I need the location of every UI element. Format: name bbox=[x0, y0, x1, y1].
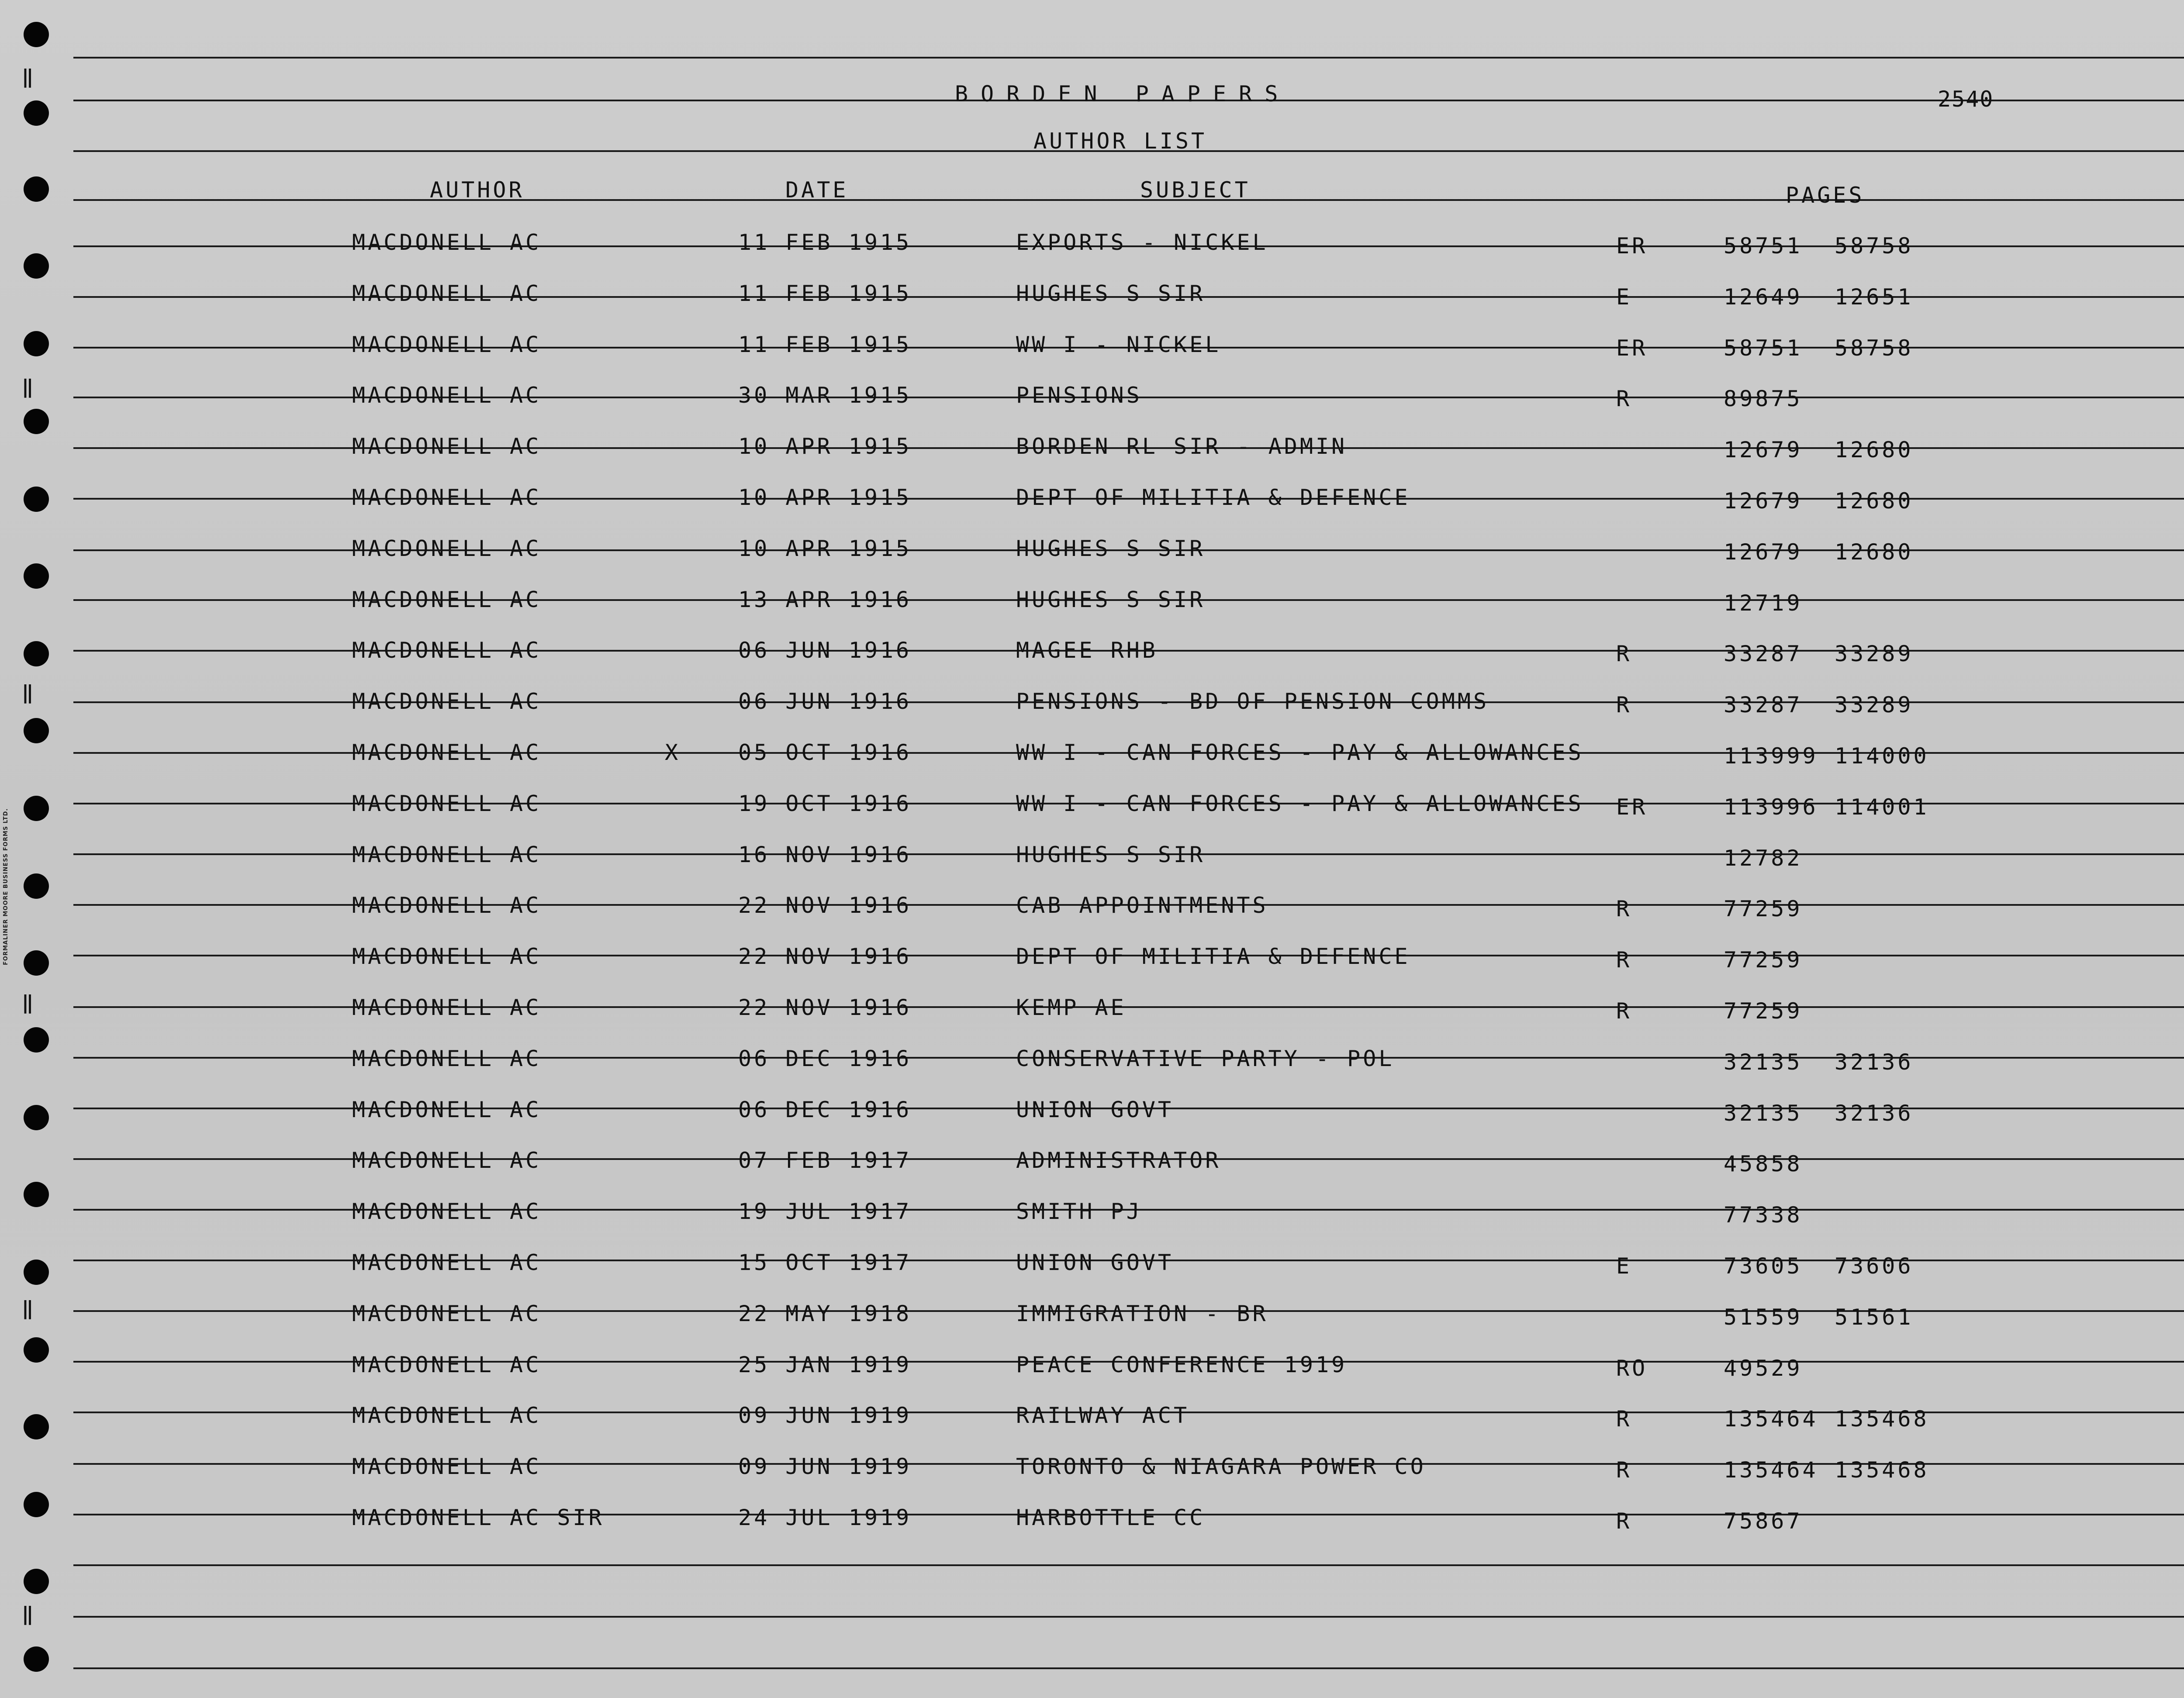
entry-code: E bbox=[1616, 284, 1632, 310]
entry-author: MACDONELL AC bbox=[352, 638, 542, 663]
entry-subject: WW I - CAN FORCES - PAY & ALLOWANCES bbox=[1016, 791, 1584, 816]
perforation-mark: ‖ bbox=[22, 991, 31, 1014]
form-maker-imprint: FORMALINER MOORE BUSINESS FORMS LTD. bbox=[3, 808, 9, 965]
page-number: 2540 bbox=[1938, 86, 1994, 112]
entry-date: 10 APR 1915 bbox=[738, 434, 912, 459]
entry-page-end: 12680 bbox=[1835, 539, 1914, 565]
entry-page-start: 12679 bbox=[1724, 437, 1803, 462]
entry-subject: IMMIGRATION - BR bbox=[1016, 1301, 1268, 1326]
entry-author: MACDONELL AC bbox=[352, 1046, 542, 1071]
table-row bbox=[0, 742, 2184, 768]
entry-page-start: 73605 bbox=[1724, 1253, 1803, 1279]
document-title: BORDEN PAPERS bbox=[955, 81, 1291, 107]
entry-subject: SMITH PJ bbox=[1016, 1199, 1142, 1224]
entry-code: R bbox=[1616, 1508, 1632, 1534]
ruled-line bbox=[73, 57, 2184, 59]
table-row bbox=[0, 589, 2184, 615]
entry-date: 30 MAR 1915 bbox=[738, 383, 912, 408]
entry-subject: WW I - CAN FORCES - PAY & ALLOWANCES bbox=[1016, 740, 1584, 765]
column-header-author: AUTHOR bbox=[430, 177, 525, 203]
entry-author: MACDONELL AC bbox=[352, 1454, 542, 1479]
table-row bbox=[0, 1456, 2184, 1482]
entry-author: MACDONELL AC bbox=[352, 944, 542, 969]
ruled-line bbox=[73, 1564, 2184, 1566]
entry-page-start: 77259 bbox=[1724, 998, 1803, 1024]
entry-subject: DEPT OF MILITIA & DEFENCE bbox=[1016, 485, 1410, 510]
entry-date: 06 JUN 1916 bbox=[738, 638, 912, 663]
table-row bbox=[0, 997, 2184, 1023]
table-row bbox=[0, 231, 2184, 258]
entry-page-end: 12651 bbox=[1835, 284, 1914, 310]
feed-hole bbox=[24, 176, 49, 202]
entry-author: MACDONELL AC SIR bbox=[352, 1505, 605, 1530]
table-row bbox=[0, 1252, 2184, 1278]
entry-subject: HUGHES S SIR bbox=[1016, 587, 1206, 612]
entry-page-end: 33289 bbox=[1835, 641, 1914, 666]
entry-page-end: 73606 bbox=[1835, 1253, 1914, 1279]
column-header-subject: SUBJECT bbox=[1140, 177, 1251, 203]
entry-code: R bbox=[1616, 998, 1632, 1024]
entry-date: 19 OCT 1916 bbox=[738, 791, 912, 816]
entry-subject: UNION GOVT bbox=[1016, 1097, 1174, 1122]
entry-author: MACDONELL AC bbox=[352, 842, 542, 867]
entry-subject: HUGHES S SIR bbox=[1016, 842, 1206, 867]
entry-subject: KEMP AE bbox=[1016, 995, 1127, 1020]
table-row bbox=[0, 334, 2184, 360]
entry-subject: CAB APPOINTMENTS bbox=[1016, 893, 1268, 918]
entry-page-start: 12679 bbox=[1724, 539, 1803, 565]
entry-code: ER bbox=[1616, 335, 1648, 361]
entry-page-start: 32135 bbox=[1724, 1101, 1803, 1126]
entry-code: R bbox=[1616, 947, 1632, 973]
table-row bbox=[0, 384, 2184, 411]
entry-flag: X bbox=[665, 740, 681, 765]
entry-author: MACDONELL AC bbox=[352, 1352, 542, 1377]
entry-date: 22 MAY 1918 bbox=[738, 1301, 912, 1326]
document-subtitle: AUTHOR LIST bbox=[1033, 128, 1207, 154]
entry-author: MACDONELL AC bbox=[352, 995, 542, 1020]
entry-subject: HUGHES S SIR bbox=[1016, 281, 1206, 306]
entry-subject: CONSERVATIVE PARTY - POL bbox=[1016, 1046, 1395, 1071]
entry-page-start: 49529 bbox=[1724, 1356, 1803, 1381]
feed-hole bbox=[24, 409, 49, 434]
entry-page-start: 12649 bbox=[1724, 284, 1803, 310]
entry-page-end: 12680 bbox=[1835, 437, 1914, 462]
entry-author: MACDONELL AC bbox=[352, 1097, 542, 1122]
ruled-line bbox=[73, 1667, 2184, 1669]
table-row bbox=[0, 1201, 2184, 1227]
entry-date: 11 FEB 1915 bbox=[738, 281, 912, 306]
entry-page-start: 113996 bbox=[1724, 794, 1818, 820]
entry-page-start: 58751 bbox=[1724, 335, 1803, 361]
ruled-line bbox=[73, 1616, 2184, 1618]
table-row bbox=[0, 1048, 2184, 1074]
feed-hole bbox=[24, 1646, 49, 1672]
entry-subject: PENSIONS - BD OF PENSION COMMS bbox=[1016, 689, 1489, 714]
entry-page-end: 114001 bbox=[1835, 794, 1929, 820]
entry-code: R bbox=[1616, 896, 1632, 921]
feed-hole bbox=[24, 1569, 49, 1594]
entry-author: MACDONELL AC bbox=[352, 536, 542, 561]
entry-author: MACDONELL AC bbox=[352, 383, 542, 408]
entry-subject: DEPT OF MILITIA & DEFENCE bbox=[1016, 944, 1410, 969]
entry-subject: EXPORTS - NICKEL bbox=[1016, 230, 1268, 255]
entry-date: 15 OCT 1917 bbox=[738, 1250, 912, 1275]
entry-page-start: 135464 bbox=[1724, 1457, 1818, 1483]
entry-date: 06 DEC 1916 bbox=[738, 1046, 912, 1071]
entry-author: MACDONELL AC bbox=[352, 1148, 542, 1173]
entry-subject: HUGHES S SIR bbox=[1016, 536, 1206, 561]
entry-author: MACDONELL AC bbox=[352, 689, 542, 714]
entry-code: RO bbox=[1616, 1356, 1648, 1381]
entry-date: 06 DEC 1916 bbox=[738, 1097, 912, 1122]
entry-author: MACDONELL AC bbox=[352, 893, 542, 918]
entry-subject: ADMINISTRATOR bbox=[1016, 1148, 1221, 1173]
entry-date: 24 JUL 1919 bbox=[738, 1505, 912, 1530]
entry-author: MACDONELL AC bbox=[352, 281, 542, 306]
table-row bbox=[0, 1149, 2184, 1176]
entry-date: 07 FEB 1917 bbox=[738, 1148, 912, 1173]
entry-page-start: 33287 bbox=[1724, 692, 1803, 718]
perforation-mark: ‖ bbox=[22, 681, 31, 704]
table-row bbox=[0, 946, 2184, 972]
entry-date: 13 APR 1916 bbox=[738, 587, 912, 612]
entry-date: 10 APR 1915 bbox=[738, 536, 912, 561]
entry-code: ER bbox=[1616, 233, 1648, 259]
entry-page-end: 51561 bbox=[1835, 1305, 1914, 1330]
entry-code: R bbox=[1616, 692, 1632, 718]
entry-subject: HARBOTTLE CC bbox=[1016, 1505, 1206, 1530]
entry-page-end: 135468 bbox=[1835, 1457, 1929, 1483]
table-row bbox=[0, 1507, 2184, 1533]
entry-date: 09 JUN 1919 bbox=[738, 1454, 912, 1479]
entry-author: MACDONELL AC bbox=[352, 230, 542, 255]
column-header-pages: PAGES bbox=[1786, 183, 1865, 208]
perforation-mark: ‖ bbox=[22, 1297, 31, 1319]
entry-page-end: 114000 bbox=[1835, 743, 1929, 769]
entry-author: MACDONELL AC bbox=[352, 1301, 542, 1326]
entry-code: E bbox=[1616, 1253, 1632, 1279]
entry-date: 09 JUN 1919 bbox=[738, 1403, 912, 1428]
entry-page-start: 113999 bbox=[1724, 743, 1818, 769]
entry-subject: MAGEE RHB bbox=[1016, 638, 1158, 663]
entry-author: MACDONELL AC bbox=[352, 332, 542, 357]
entry-date: 25 JAN 1919 bbox=[738, 1352, 912, 1377]
entry-page-start: 32135 bbox=[1724, 1049, 1803, 1075]
table-row bbox=[0, 538, 2184, 564]
entry-code: ER bbox=[1616, 794, 1648, 820]
entry-subject: PENSIONS bbox=[1016, 383, 1142, 408]
entry-author: MACDONELL AC bbox=[352, 740, 542, 765]
perforation-mark: ‖ bbox=[22, 66, 31, 88]
entry-date: 22 NOV 1916 bbox=[738, 893, 912, 918]
entry-date: 05 OCT 1916 bbox=[738, 740, 912, 765]
entry-page-end: 33289 bbox=[1835, 692, 1914, 718]
entry-code: R bbox=[1616, 1406, 1632, 1432]
ruled-line bbox=[73, 199, 2184, 201]
entry-page-start: 135464 bbox=[1724, 1406, 1818, 1432]
entry-date: 19 JUL 1917 bbox=[738, 1199, 912, 1224]
entry-page-start: 12782 bbox=[1724, 846, 1803, 871]
column-header-date: DATE bbox=[785, 177, 849, 203]
table-row bbox=[0, 690, 2184, 717]
entry-page-end: 135468 bbox=[1835, 1406, 1929, 1432]
entry-page-start: 51559 bbox=[1724, 1305, 1803, 1330]
entry-page-start: 33287 bbox=[1724, 641, 1803, 666]
table-row bbox=[0, 487, 2184, 513]
feed-hole bbox=[24, 100, 49, 126]
entry-subject: WW I - NICKEL bbox=[1016, 332, 1221, 357]
table-row bbox=[0, 1405, 2184, 1431]
table-row bbox=[0, 1354, 2184, 1380]
table-row bbox=[0, 639, 2184, 666]
perforation-mark: ‖ bbox=[22, 376, 31, 398]
entry-code: R bbox=[1616, 641, 1632, 666]
entry-page-start: 45858 bbox=[1724, 1151, 1803, 1177]
entry-date: 06 JUN 1916 bbox=[738, 689, 912, 714]
entry-subject: TORONTO & NIAGARA POWER CO bbox=[1016, 1454, 1426, 1479]
entry-subject: BORDEN RL SIR - ADMIN bbox=[1016, 434, 1348, 459]
feed-hole bbox=[24, 563, 49, 589]
entry-page-start: 89875 bbox=[1724, 386, 1803, 411]
entry-page-end: 32136 bbox=[1835, 1101, 1914, 1126]
entry-page-start: 77259 bbox=[1724, 896, 1803, 921]
entry-page-end: 32136 bbox=[1835, 1049, 1914, 1075]
entry-page-start: 75867 bbox=[1724, 1508, 1803, 1534]
entry-code: R bbox=[1616, 386, 1632, 411]
entry-date: 22 NOV 1916 bbox=[738, 944, 912, 969]
entry-subject: RAILWAY ACT bbox=[1016, 1403, 1190, 1428]
entry-date: 10 APR 1915 bbox=[738, 485, 912, 510]
entry-date: 11 FEB 1915 bbox=[738, 332, 912, 357]
table-row bbox=[0, 1303, 2184, 1329]
table-row bbox=[0, 435, 2184, 462]
entry-author: MACDONELL AC bbox=[352, 485, 542, 510]
perforation-mark: ‖ bbox=[22, 1603, 31, 1625]
entry-page-end: 58758 bbox=[1835, 335, 1914, 361]
entry-page-end: 12680 bbox=[1835, 488, 1914, 514]
entry-page-start: 12679 bbox=[1724, 488, 1803, 514]
table-row bbox=[0, 1099, 2184, 1125]
entry-author: MACDONELL AC bbox=[352, 791, 542, 816]
feed-hole bbox=[24, 22, 49, 47]
entry-page-start: 58751 bbox=[1724, 233, 1803, 259]
table-row bbox=[0, 894, 2184, 921]
entry-subject: PEACE CONFERENCE 1919 bbox=[1016, 1352, 1348, 1377]
entry-author: MACDONELL AC bbox=[352, 1199, 542, 1224]
entry-author: MACDONELL AC bbox=[352, 587, 542, 612]
entry-page-end: 58758 bbox=[1835, 233, 1914, 259]
entry-code: R bbox=[1616, 1457, 1632, 1483]
entry-page-start: 12719 bbox=[1724, 590, 1803, 616]
entry-author: MACDONELL AC bbox=[352, 434, 542, 459]
entry-date: 22 NOV 1916 bbox=[738, 995, 912, 1020]
entry-author: MACDONELL AC bbox=[352, 1250, 542, 1275]
table-row bbox=[0, 793, 2184, 819]
feed-hole bbox=[24, 718, 49, 743]
entry-date: 16 NOV 1916 bbox=[738, 842, 912, 867]
entry-date: 11 FEB 1915 bbox=[738, 230, 912, 255]
entry-page-start: 77259 bbox=[1724, 947, 1803, 973]
table-row bbox=[0, 844, 2184, 870]
entry-page-start: 77338 bbox=[1724, 1202, 1803, 1228]
table-row bbox=[0, 283, 2184, 309]
entry-author: MACDONELL AC bbox=[352, 1403, 542, 1428]
entry-subject: UNION GOVT bbox=[1016, 1250, 1174, 1275]
